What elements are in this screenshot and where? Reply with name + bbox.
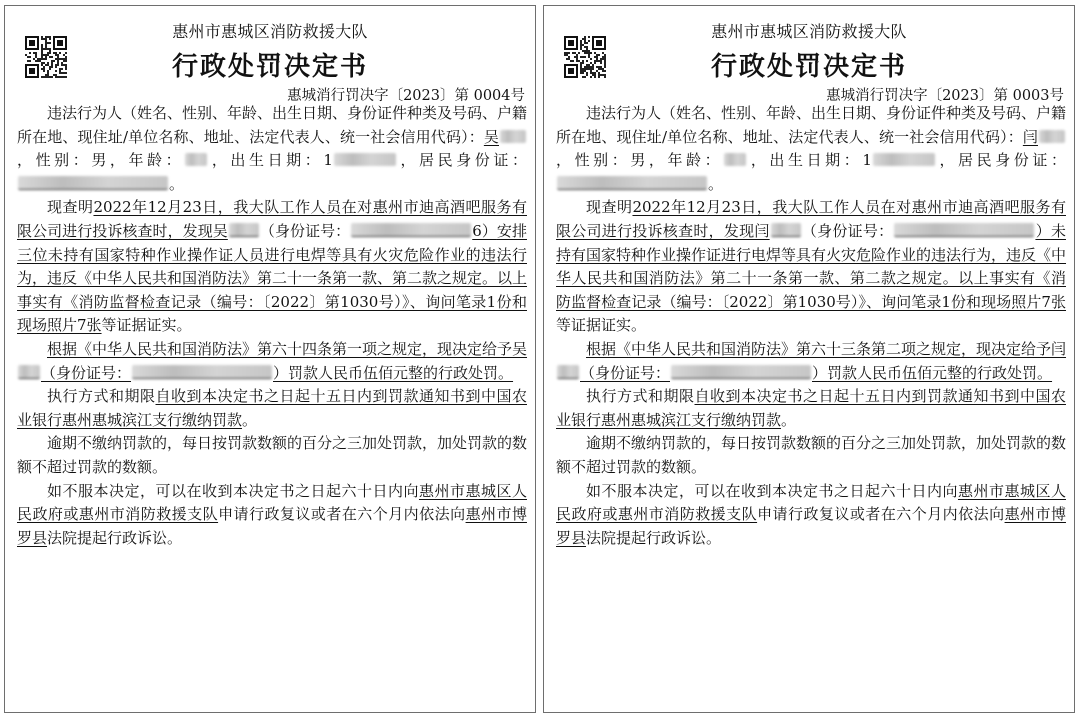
appeal-paragraph: 如不服本决定，可以在收到本决定书之日起六十日内向惠州市惠城区人民政府或惠州市消防救援支队申请行政复议或者在六个月内依法向惠州市博罗县法院提起行政诉讼。 bbox=[17, 481, 527, 547]
redacted-birthdate bbox=[334, 153, 396, 166]
facts-paragraph: 现查明2022年12月23日，我大队工作人员在对惠州市迪高酒吧服务有限公司进行投诉核查时，发现闫 （身份证号： ）未持有国家特种作业操作证进行电焊等具有火灾危险作业的违法行为，违反《中华人民共和国消防法》第二十一条第一款、第二款之规定。以上事实有《消防监督检查记录（编号：〔2022〕第1030号）》、询问笔录1份和现场照片7张等证据证实。 bbox=[556, 198, 1067, 335]
late-payment-paragraph: 逾期不缴纳罚款的，每日按罚款数额的百分之三加处罚款，加处罚款的数额不超过罚款的数额。 bbox=[17, 434, 528, 476]
redacted-id-number bbox=[557, 176, 707, 190]
document-title: 行政处罚决定书 bbox=[710, 52, 907, 82]
redacted-id-number bbox=[18, 176, 168, 190]
issuing-organization: 惠州市惠城区消防救援大队 bbox=[172, 22, 368, 41]
offender-paragraph: 违法行为人（姓名、性别、年龄、出生日期、身份证件种类及号码、户籍所在地、现住址/单位名称、地址、法定代表人、统一社会信用代码）：闫，性别：男，年龄： ，出生日期：1 ，居民身份证：。 bbox=[556, 104, 1067, 193]
penalty-decision-doc-0003 bbox=[543, 5, 1075, 713]
late-payment-paragraph: 逾期不缴纳罚款的，每日按罚款数额的百分之三加处罚款，加处罚款的数额不超过罚款的数额。 bbox=[556, 434, 1067, 476]
redacted-id-number bbox=[894, 223, 1034, 237]
document-body bbox=[17, 102, 527, 550]
appeal-paragraph: 如不服本决定，可以在收到本决定书之日起六十日内向惠州市惠城区人民政府或惠州市消防救援支队申请行政复议或者在六个月内依法向惠州市博罗县法院提起行政诉讼。 bbox=[556, 481, 1066, 547]
document-number: 惠城消行罚决字〔2023〕第 0004号 bbox=[287, 88, 525, 104]
document-title: 行政处罚决定书 bbox=[171, 52, 368, 82]
facts-paragraph: 现查明2022年12月23日，我大队工作人员在对惠州市迪高酒吧服务有限公司进行投诉核查时，发现吴 （身份证号： 6）安排三位未持有国家特种作业操作证人员进行电焊等具有火灾危险作业的违法行为，违反《中华人民共和国消防法》第二十一条第一款、第二款之规定。以上事实有《消防监督检查记录（编号：〔2022〕第1030号）》、询问笔录1份和现场照片7张等证据证实。 bbox=[17, 198, 528, 335]
redacted-name bbox=[1039, 130, 1065, 143]
redacted-birthdate bbox=[873, 153, 935, 166]
redacted-name bbox=[500, 130, 526, 143]
penalty-decision-doc-0004 bbox=[4, 5, 536, 713]
issuing-organization: 惠州市惠城区消防救援大队 bbox=[711, 22, 907, 41]
redacted-id-number bbox=[132, 365, 272, 379]
decision-paragraph: 根据《中华人民共和国消防法》第六十三条第二项之规定，现决定给予闫（身份证号： ）罚款人民币伍佰元整的行政处罚。 bbox=[556, 338, 1066, 385]
offender-paragraph: 违法行为人（姓名、性别、年龄、出生日期、身份证件种类及号码、户籍所在地、现住址/单位名称、地址、法定代表人、统一社会信用代码）：吴，性别：男，年龄： ，出生日期：1 ，居民身份证：。 bbox=[17, 104, 528, 193]
document-number: 惠城消行罚决字〔2023〕第 0003号 bbox=[826, 88, 1064, 104]
redacted-id-number bbox=[671, 365, 811, 379]
execution-paragraph: 执行方式和期限自收到本决定书之日起十五日内到罚款通知书到中国农业银行惠州惠城滨江支行缴纳罚款。 bbox=[17, 387, 527, 429]
decision-paragraph: 根据《中华人民共和国消防法》第六十四条第一项之规定，现决定给予吴（身份证号： ）罚款人民币伍佰元整的行政处罚。 bbox=[17, 338, 527, 385]
execution-paragraph: 执行方式和期限自收到本决定书之日起十五日内到罚款通知书到中国农业银行惠州惠城滨江支行缴纳罚款。 bbox=[556, 387, 1066, 429]
redacted-age bbox=[185, 153, 207, 166]
redacted-id-number bbox=[351, 223, 471, 237]
redacted-age bbox=[724, 153, 746, 166]
document-body bbox=[556, 102, 1066, 550]
